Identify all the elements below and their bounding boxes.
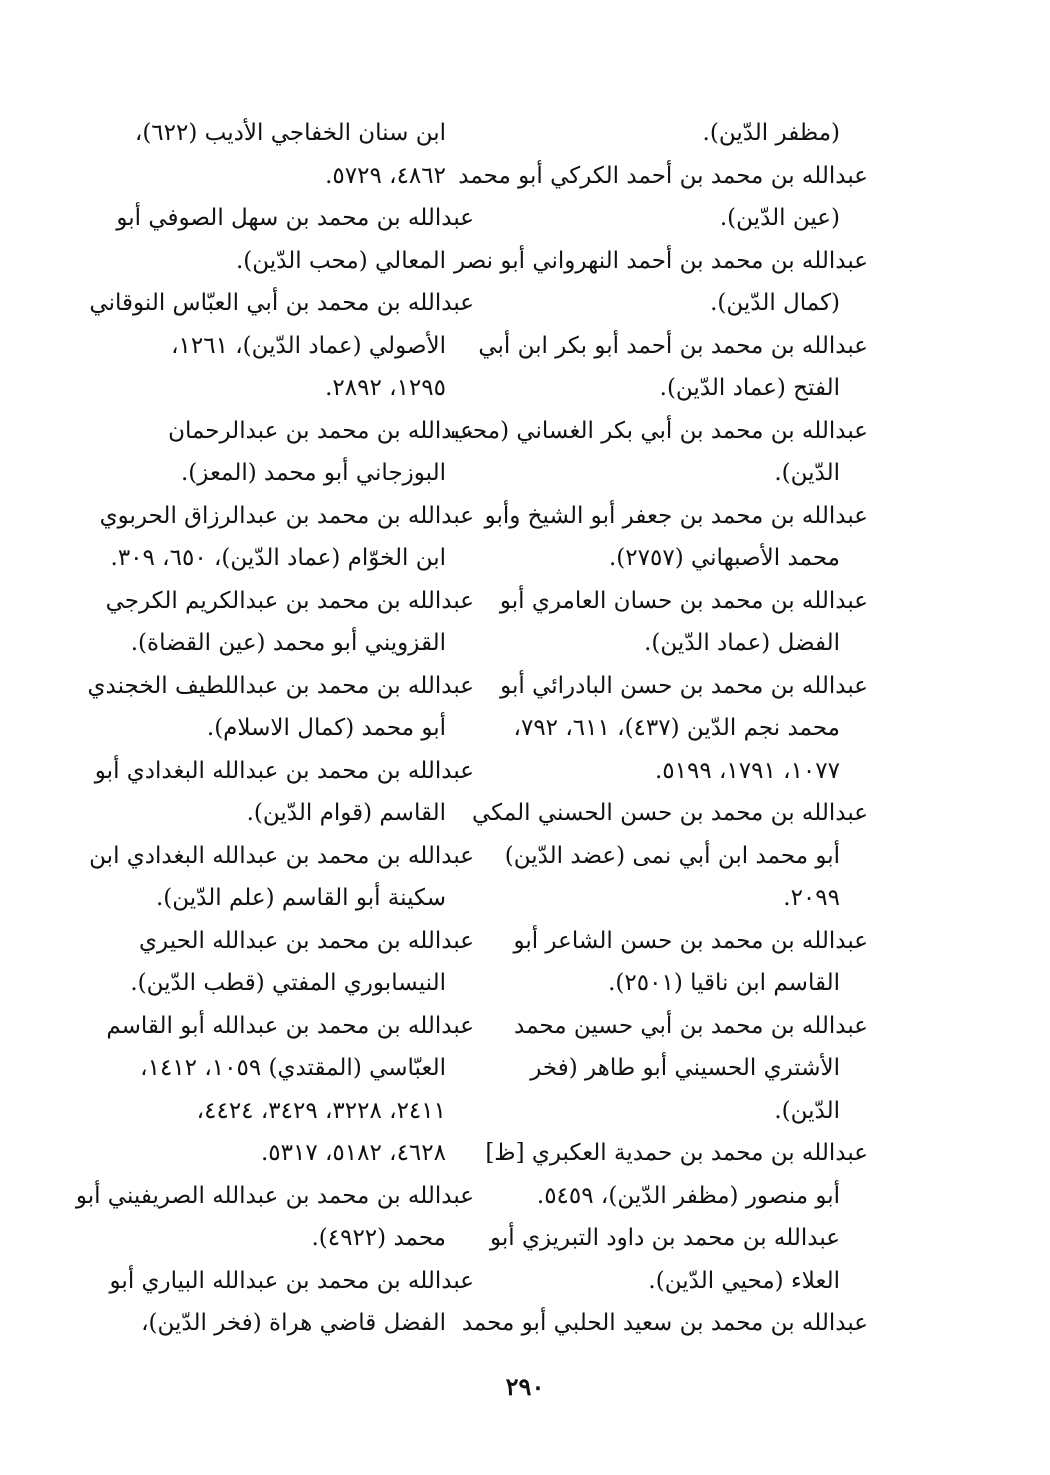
- index-line: الأصولي (عماد الدّين)، ١٢٦١،: [171, 332, 446, 359]
- index-line: عبدالله بن محمد بن حسن الشاعر أبو: [513, 927, 868, 954]
- index-line: الأشتري الحسيني أبو طاهر (فخر: [530, 1055, 840, 1081]
- index-line: سكينة أبو القاسم (علم الدّين).: [155, 885, 446, 911]
- index-line: عبدالله بن محمد بن عبدالله أبو القاسم: [106, 1012, 474, 1039]
- index-line: ابن الخوّام (عماد الدّين)، ٦٥٠، ٣٠٩.: [110, 545, 446, 571]
- index-line: الفتح (عماد الدّين).: [659, 375, 840, 401]
- index-line: البوزجاني أبو محمد (المعز).: [180, 460, 446, 486]
- index-line: عبدالله بن محمد بن عبدالرزاق الحربوي: [99, 502, 474, 529]
- index-line: عبدالله بن محمد بن عبدالله البغدادي ابن: [89, 842, 474, 869]
- index-line: عبدالله بن محمد بن حمدية العكبري [ظ]: [485, 1140, 868, 1166]
- index-line: القزويني أبو محمد (عين القضاة).: [130, 630, 446, 656]
- index-line: عبدالله بن محمد بن أبي بكر الغساني (محب: [450, 417, 868, 444]
- page-number: ٢٩٠: [505, 1372, 545, 1401]
- index-line: عبدالله بن محمد بن سهل الصوفي أبو: [116, 205, 474, 231]
- index-line: عبدالله بن محمد بن أبي العبّاس النوقاني: [89, 290, 474, 316]
- index-line: القاسم ابن ناقيا (٢٥٠١).: [608, 970, 840, 996]
- index-line: عبدالله بن محمد بن عبدالله البياري أبو: [109, 1267, 474, 1294]
- index-line: عبدالله بن محمد بن عبدالرحمان: [168, 417, 474, 444]
- index-line: عبدالله بن محمد بن أحمد النهرواني أبو نصر: [454, 247, 868, 274]
- index-line: الدّين).: [774, 1097, 840, 1124]
- index-line: عبدالله بن محمد بن سعيد الحلبي أبو محمد: [461, 1310, 868, 1336]
- index-line: أبو محمد (كمال الاسلام).: [206, 715, 446, 741]
- index-line: الدّين).: [774, 460, 840, 486]
- index-line: (كمال الدّين).: [710, 290, 840, 316]
- index-line: العلاء (محيي الدّين).: [648, 1267, 840, 1294]
- index-line: المعالي (محب الدّين).: [236, 247, 446, 274]
- index-line: عبدالله بن محمد بن عبداللطيف الخجندي: [87, 672, 474, 699]
- index-line: عبدالله بن محمد بن حسن البادرائي أبو: [500, 672, 868, 699]
- index-line: ٢٠٩٩.: [783, 885, 840, 911]
- index-line: الفضل قاضي هراة (فخر الدّين)،: [141, 1310, 446, 1336]
- index-line: ابن سنان الخفاجي الأديب (٦٢٢)،: [134, 120, 446, 146]
- index-line: عبدالله بن محمد بن عبدالله الحيري: [139, 927, 474, 954]
- index-line: العبّاسي (المقتدي) ١٠٥٩، ١٤١٢،: [140, 1055, 446, 1081]
- index-line: محمد نجم الدّين (٤٣٧)، ٦١١، ٧٩٢،: [513, 715, 840, 741]
- index-line: ٢٤١١، ٣٢٢٨، ٣٤٢٩، ٤٤٢٤،: [196, 1097, 446, 1124]
- right-column: [450, 112, 868, 1345]
- index-line: عبدالله بن محمد بن جعفر أبو الشيخ وأبو: [484, 502, 868, 529]
- index-line: أبو منصور (مظفر الدّين)، ٥٤٥٩.: [536, 1182, 840, 1209]
- index-line: ٤٦٢٨، ٥١٨٢، ٥٣١٧.: [260, 1140, 446, 1166]
- index-line: محمد الأصبهاني (٢٧٥٧).: [608, 545, 840, 571]
- left-column: [75, 112, 474, 1345]
- index-line: عبدالله بن محمد بن عبدالله الصريفيني أبو: [75, 1182, 474, 1209]
- index-line: عبدالله بن محمد بن عبدالله البغدادي أبو: [94, 757, 474, 784]
- index-line: القاسم (قوام الدّين).: [246, 800, 446, 826]
- index-line: النيسابوري المفتي (قطب الدّين).: [130, 970, 446, 996]
- index-line: عبدالله بن محمد بن داود التبريزي أبو: [489, 1225, 840, 1251]
- index-line: الفضل (عماد الدّين).: [644, 630, 840, 656]
- index-line: عبدالله بن محمد بن أبي حسين محمد: [514, 1012, 868, 1039]
- index-line: (عين الدّين).: [719, 205, 840, 231]
- index-line: ١٢٩٥، ٢٨٩٢.: [325, 375, 446, 401]
- index-line: عبدالله بن محمد بن أحمد الكركي أبو محمد: [458, 162, 868, 189]
- index-line: ٤٨٦٢، ٥٧٢٩.: [325, 162, 446, 189]
- index-line: أبو محمد ابن أبي نمى (عضد الدّين): [504, 842, 840, 869]
- index-line: عبدالله بن محمد بن أحمد أبو بكر ابن أبي: [478, 332, 868, 359]
- index-line: عبدالله بن محمد بن حسان العامري أبو: [499, 587, 868, 614]
- index-line: عبدالله بن محمد بن عبدالكريم الكرجي: [105, 587, 474, 614]
- index-line: عبدالله بن محمد بن حسن الحسني المكي: [472, 800, 868, 826]
- index-line: ١٠٧٧، ١٧٩١، ٥١٩٩.: [654, 757, 840, 784]
- index-line: محمد (٤٩٢٢).: [311, 1225, 446, 1251]
- index-line: (مظفر الدّين).: [702, 120, 840, 146]
